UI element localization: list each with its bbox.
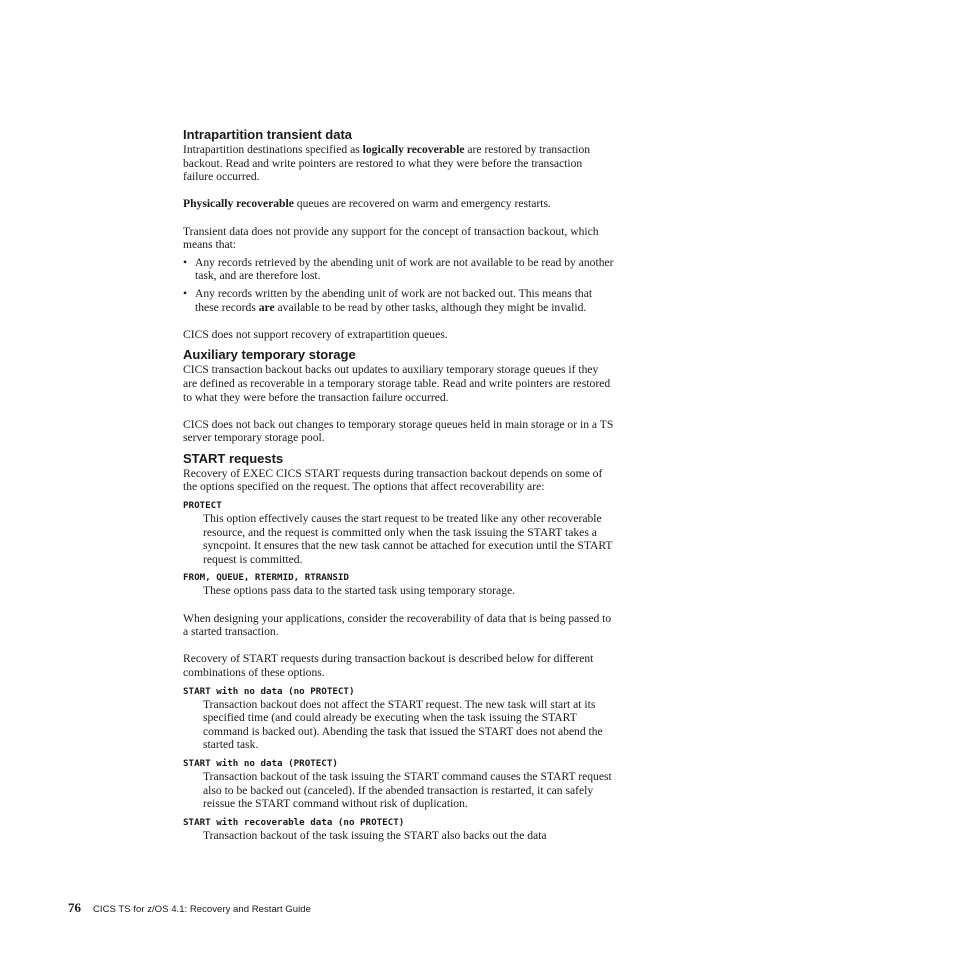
paragraph-physically-recoverable: Physically recoverable queues are recovered on warm and emergency restarts.	[183, 197, 551, 211]
term-protect: PROTECT	[183, 500, 222, 512]
definition-start-no-data-no-protect: Transaction backout does not affect the START request. The new task will start at its specified time (and could already be executing when the task issuing the START command is backed out). Abending the task that issued the START does not abend the started task.	[203, 697, 603, 752]
guide-title: CICS TS for z/OS 4.1: Recovery and Restart Guide	[93, 904, 311, 915]
paragraph-main-storage: CICS does not back out changes to temporary storage queues held in main storage or in a TS server temporary storage pool.	[183, 417, 614, 445]
definition-from-queue: These options pass data to the started task using temporary storage.	[203, 584, 515, 598]
paragraph-transient-data-backout: Transient data does not provide any support for the concept of transaction backout, which means that:	[183, 224, 599, 252]
paragraph-logically-recoverable: Intrapartition destinations specified as logically recoverable are restored by transaction backout. Read and write pointers are restored to what they were before the transaction failure occurred.	[183, 143, 591, 184]
term-start-recoverable-data-no-protect: START with recoverable data (no PROTECT)	[183, 816, 405, 828]
definition-start-no-data-protect: Transaction backout of the task issuing the START command causes the START request also to be backed out (canceled). If the abended transaction is restarted, it can safely reissue the START command without risk of duplication.	[203, 769, 612, 811]
heading-auxiliary-temporary-storage: Auxiliary temporary storage	[183, 347, 356, 363]
definition-start-recoverable-data: Transaction backout of the task issuing the START also backs out the data	[203, 828, 547, 842]
paragraph-extrapartition: CICS does not support recovery of extrapartition queues.	[183, 327, 448, 341]
paragraph-auxiliary-backout: CICS transaction backout backs out updates to auxiliary temporary storage queues if they are defined as recoverable in a temporary storage table. Read and write pointers are restored to what they were before the transaction failure occurred.	[183, 363, 611, 404]
page-number: 76	[68, 900, 81, 915]
definition-protect: This option effectively causes the start request to be treated like any other recoverable resource, and the request is committed only when the task issuing the START takes a syncpoint. It ensures that the new task cannot be attached for execution until the START request is committed.	[203, 512, 613, 566]
heading-intrapartition-transient-data: Intrapartition transient data	[183, 127, 353, 142]
list-item: • Any records retrieved by the abending unit of work are not available to be read by another task, and are therefore lost.	[183, 255, 614, 283]
term-from-queue-rtermid-rtransid: FROM, QUEUE, RTERMID, RTRANSID	[183, 572, 349, 584]
heading-start-requests: START requests	[183, 450, 284, 466]
list-item: • Any records written by the abending unit of work are not backed out. This means that these records are available to be read by other tasks, although they might be invalid.	[183, 286, 593, 314]
page-footer	[68, 900, 311, 916]
document-body	[183, 127, 615, 842]
bullet-list	[183, 256, 615, 314]
term-start-no-data-protect: START with no data (PROTECT)	[183, 757, 338, 769]
term-start-no-data-no-protect: START with no data (no PROTECT)	[183, 685, 355, 697]
paragraph-designing-applications: When designing your applications, consider the recoverability of data that is being passed to a started transaction.	[183, 611, 612, 639]
paragraph-start-recovery: Recovery of EXEC CICS START requests during transaction backout depends on some of the options specified on the request. The options that affect recoverability are:	[183, 466, 603, 494]
paragraph-recovery-combinations: Recovery of START requests during transaction backout is described below for different combinations of these options.	[183, 652, 594, 679]
